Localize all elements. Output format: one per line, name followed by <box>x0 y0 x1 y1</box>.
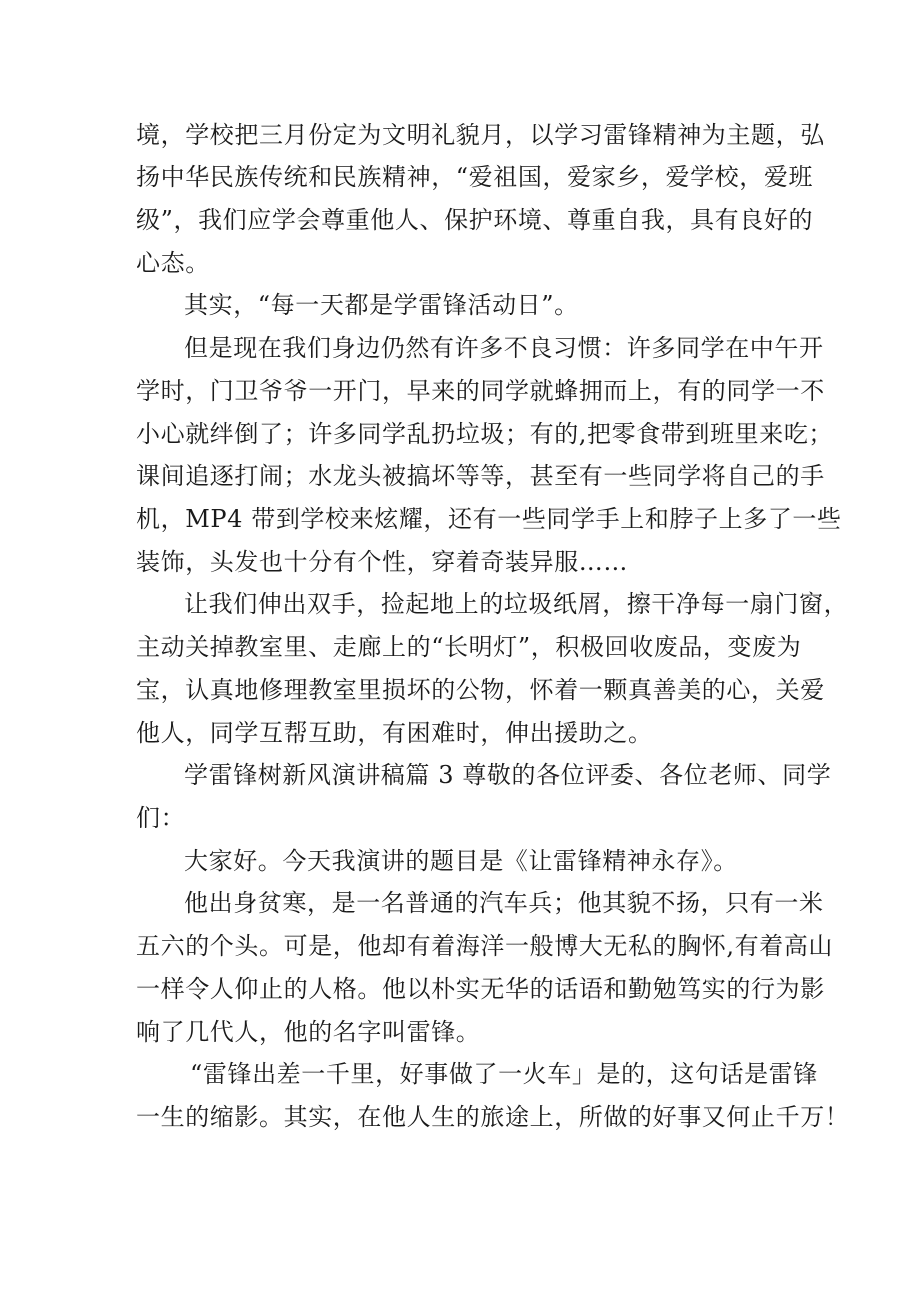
text-line: 一生的缩影。其实，在他人生的旅途上，所做的好事又何止千万！ <box>136 1103 850 1131</box>
text-line: 机，MP4 带到学校来炫耀，还有一些同学手上和脖子上多了一些 <box>136 505 842 533</box>
text-line: 宝，认真地修理教室里损坏的公物，怀着一颗真善美的心，关爱 <box>136 676 825 704</box>
text-line: 扬中华民族传统和民族精神，“爱祖国，爱家乡，爱学校，爱班 <box>136 163 814 191</box>
text-line: 学时，门卫爷爷一开门，早来的同学就蜂拥而上，有的同学一不 <box>136 377 825 405</box>
text-line: 他出身贫寒，是一名普通的汽车兵；他其貌不扬，只有一米 <box>184 889 824 917</box>
text-line: 心态。 <box>136 249 210 277</box>
text-line: 他人，同学互帮互助，有困难时，伸出援助之。 <box>136 719 653 747</box>
text-line: 装饰，头发也十分有个性，穿着奇装异服…… <box>136 548 628 576</box>
text-line: 小心就绊倒了；许多同学乱扔垃圾；有的,把零食带到班里来吃； <box>136 420 834 448</box>
text-line: 级”，我们应学会尊重他人、保护环境、尊重自我，具有良好的 <box>136 206 814 234</box>
text-line: 一样令人仰止的人格。他以朴实无华的话语和勤勉笃实的行为影 <box>136 975 825 1003</box>
text-line: 但是现在我们身边仍然有许多不良习惯：许多同学在中午开 <box>184 334 824 362</box>
text-line: 学雷锋树新风演讲稿篇 3 尊敬的各位评委、各位老师、同学 <box>184 761 832 789</box>
text-line: 课间追逐打闹；水龙头被搞坏等等，甚至有一些同学将自己的手 <box>136 462 825 490</box>
text-line: 响了几代人，他的名字叫雷锋。 <box>136 1018 481 1046</box>
text-line: 让我们伸出双手，捡起地上的垃圾纸屑，擦干净每一扇门窗， <box>184 590 849 618</box>
text-line: 其实，“每一天都是学雷锋活动日”。 <box>184 291 579 319</box>
text-line: 境，学校把三月份定为文明礼貌月，以学习雷锋精神为主题，弘 <box>136 121 825 149</box>
text-line: “雷锋出差一千里，好事做了一火车」是的，这句话是雷锋 <box>190 1060 818 1088</box>
text-line: 们： <box>136 804 186 832</box>
text-line: 大家好。今天我演讲的题目是《让雷锋精神永存》。 <box>184 847 738 875</box>
text-line: 五六的个头。可是，他却有着海洋一般博大无私的胸怀,有着高山 <box>136 932 834 960</box>
text-line: 主动关掉教室里、走廊上的“长明灯”，积极回收废品，变废为 <box>136 633 802 661</box>
